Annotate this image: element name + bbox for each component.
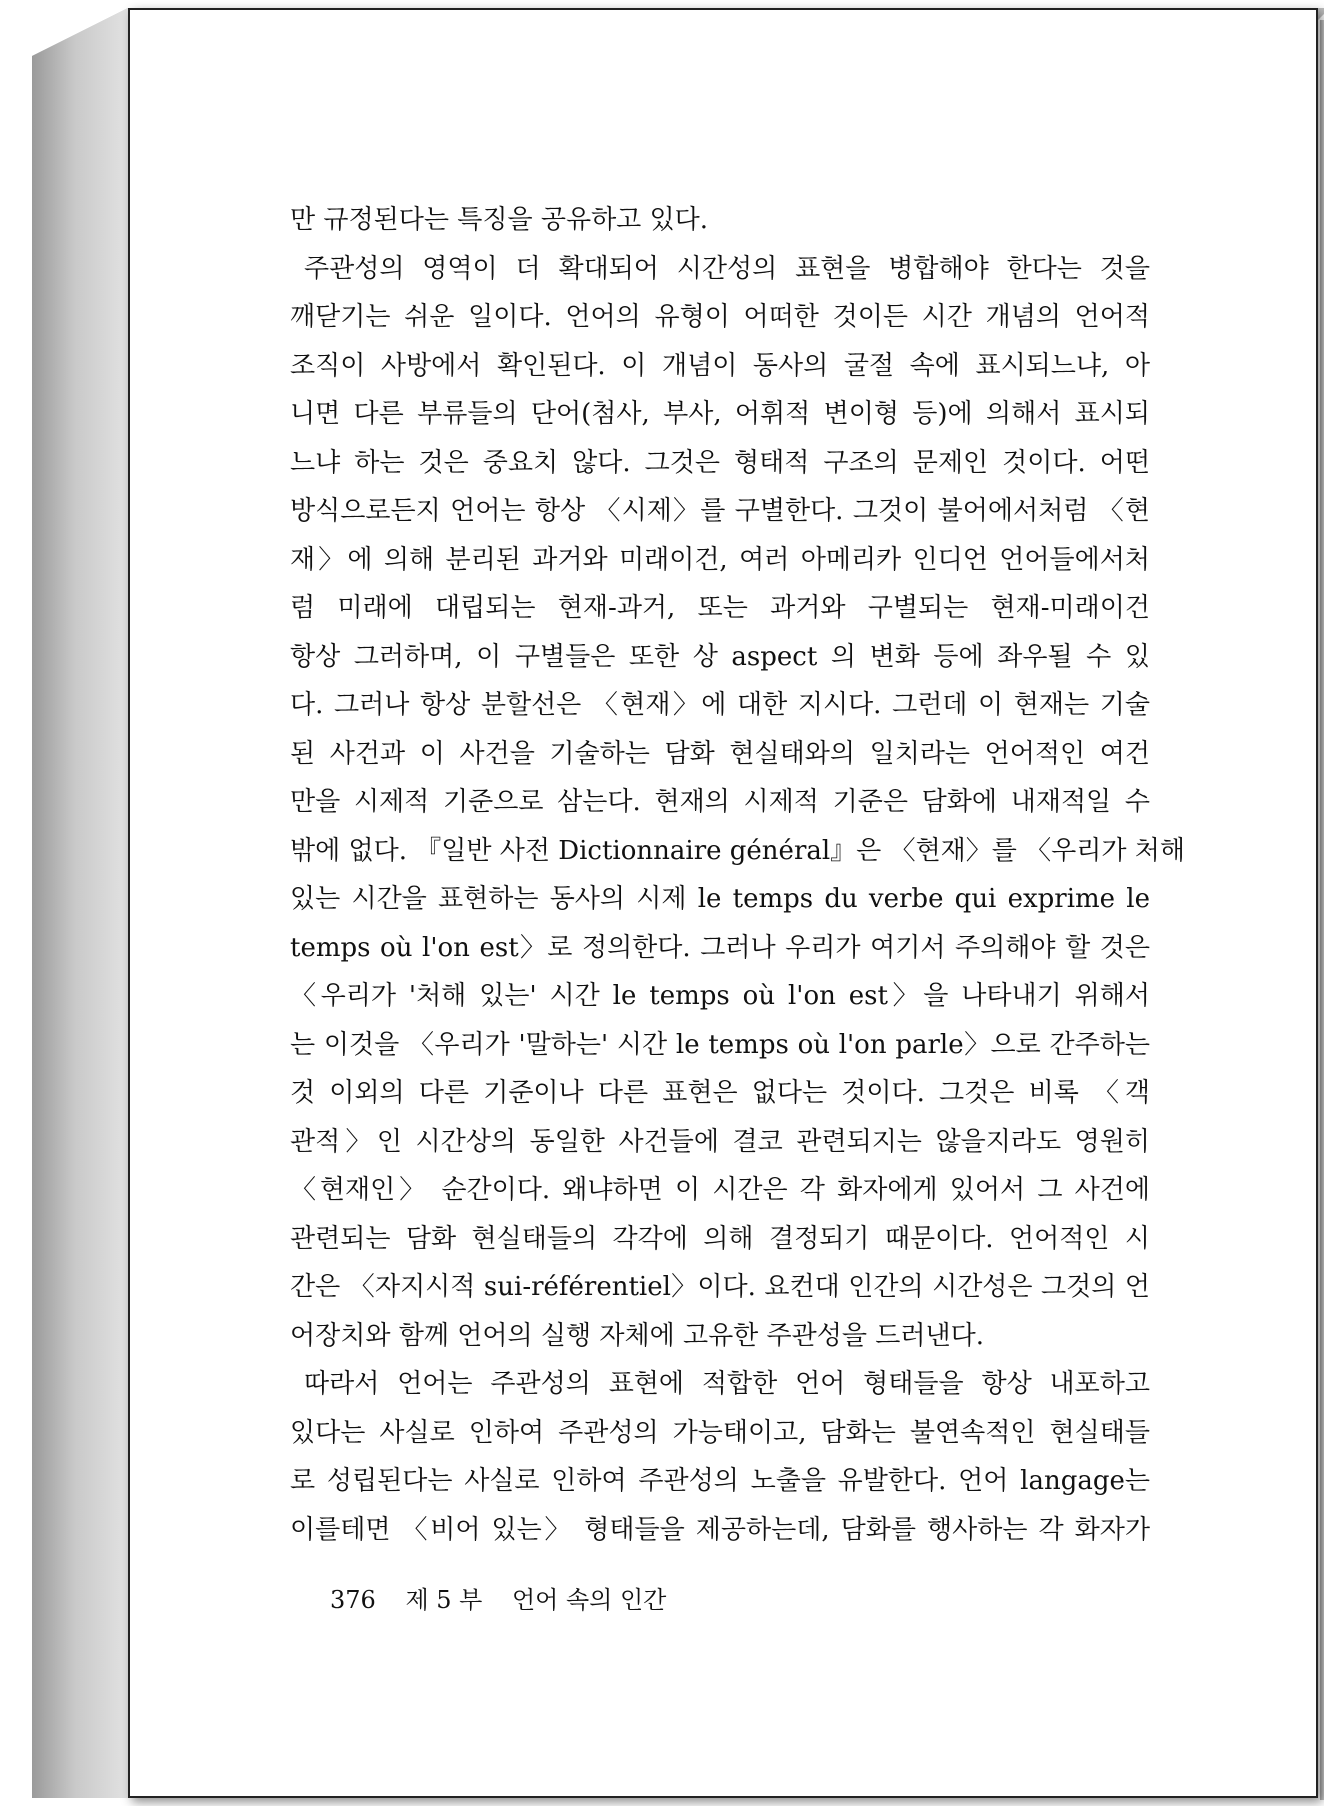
- part-title: 언어 속의 인간: [512, 1586, 667, 1614]
- text-line: 것 이외의 다른 기준이나 다른 표현은 없다는 것이다. 그것은 비록 〈객: [290, 1078, 1150, 1108]
- text-line: 항상 그러하며, 이 구별들은 또한 상 aspect 의 변화 등에 좌우될 수 있: [290, 641, 1150, 672]
- text-line: 는 이것을 〈우리가 '말하는' 시간 le temps où l'on parle〉으로 간주하는: [290, 1029, 1150, 1060]
- page-number: 376: [330, 1586, 376, 1614]
- text-line: 관적〉인 시간상의 동일한 사건들에 결코 관련되지는 않을지라도 영원히: [290, 1126, 1150, 1157]
- text-line: 만 규정된다는 특징을 공유하고 있다.: [290, 205, 709, 235]
- page-body-text: [290, 196, 1186, 1554]
- text-line: 방식으로든지 언어는 항상 〈시제〉를 구별한다. 그것이 불어에서처럼 〈현: [290, 496, 1150, 526]
- text-line: 따라서 언어는 주관성의 표현에 적합한 언어 형태들을 항상 내포하고: [304, 1369, 1150, 1399]
- text-line: 조직이 사방에서 확인된다. 이 개념이 동사의 굴절 속에 표시되느냐, 아: [290, 350, 1150, 381]
- text-line: 〈현재인〉 순간이다. 왜냐하면 이 시간은 각 화자에게 있어서 그 사건에: [290, 1175, 1150, 1205]
- text-line: 주관성의 영역이 더 확대되어 시간성의 표현을 병합해야 한다는 것을: [304, 253, 1150, 284]
- text-line: 니면 다른 부류들의 단어(첨사, 부사, 어휘적 변이형 등)에 의해서 표시되: [290, 399, 1150, 429]
- text-line: 깨닫기는 쉬운 일이다. 언어의 유형이 어떠한 것이든 시간 개념의 언어적: [290, 302, 1150, 332]
- page-footer: [330, 1580, 688, 1615]
- text-line: 간은 〈자지시적 sui-référentiel〉이다. 요컨대 인간의 시간성은 그것의 언: [290, 1272, 1150, 1302]
- text-line: 밖에 없다. 『일반 사전 Dictionnaire général』은 〈현재〉를 〈우리가 처해: [290, 835, 1186, 866]
- part-label: 제 5 부: [405, 1586, 483, 1614]
- text-line: 이를테면 〈비어 있는〉 형태들을 제공하는데, 담화를 행사하는 각 화자가: [290, 1514, 1150, 1545]
- text-line: 어장치와 함께 언어의 실행 자체에 고유한 주관성을 드러낸다.: [290, 1320, 985, 1351]
- text-line: 로 성립된다는 사실로 인하여 주관성의 노출을 유발한다. 언어 langage는: [290, 1466, 1150, 1496]
- text-line: temps où l'on est〉로 정의한다. 그러나 우리가 여기서 주의해야 할 것은: [290, 932, 1150, 963]
- text-line: 느냐 하는 것은 중요치 않다. 그것은 형태적 구조의 문제인 것이다. 어떤: [290, 447, 1150, 478]
- text-line: 럼 미래에 대립되는 현재-과거, 또는 과거와 구별되는 현재-미래이건: [290, 593, 1150, 623]
- text-line: 된 사건과 이 사건을 기술하는 담화 현실태와의 일치라는 언어적인 여건: [290, 738, 1150, 769]
- text-line: 있는 시간을 표현하는 동사의 시제 le temps du verbe qui exprime le: [290, 884, 1150, 914]
- book-spine: [32, 8, 128, 1798]
- text-line: 재〉에 의해 분리된 과거와 미래이건, 여러 아메리카 인디언 언어들에서처: [290, 544, 1150, 575]
- text-line: 있다는 사실로 인하여 주관성의 가능태이고, 담화는 불연속적인 현실태들: [290, 1417, 1150, 1448]
- text-line: 만을 시제적 기준으로 삼는다. 현재의 시제적 기준은 담화에 내재적일 수: [290, 787, 1150, 817]
- text-line: 다. 그러나 항상 분할선은 〈현재〉에 대한 지시다. 그런데 이 현재는 기술: [290, 690, 1150, 720]
- text-line: 〈우리가 '처해 있는' 시간 le temps où l'on est〉을 나타내기 위해서: [290, 981, 1150, 1011]
- text-line: 관련되는 담화 현실태들의 각각에 의해 결정되기 때문이다. 언어적인 시: [290, 1223, 1150, 1254]
